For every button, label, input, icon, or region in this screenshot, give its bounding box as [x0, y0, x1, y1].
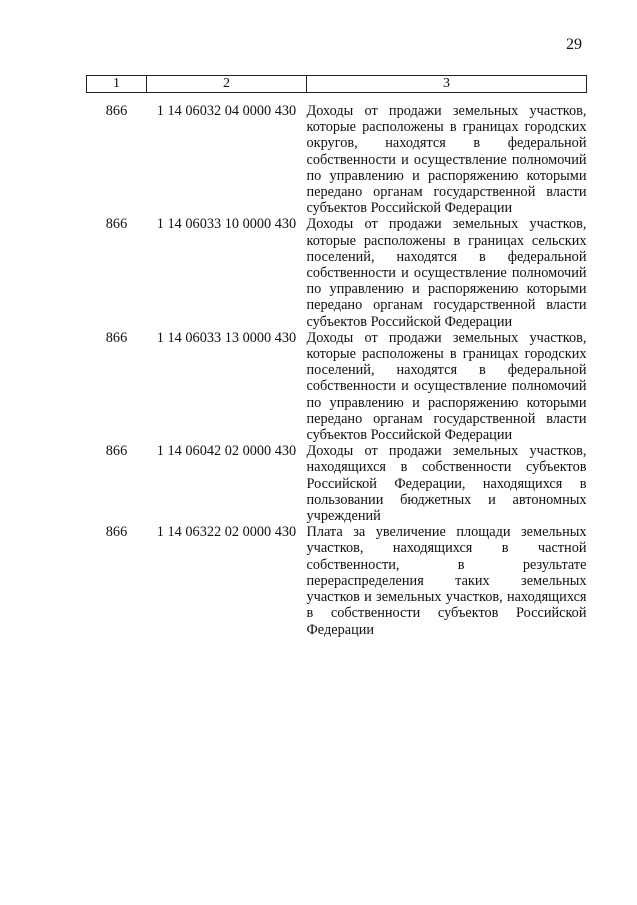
revenue-description: Доходы от продажи земельных участков, которые расположены в границах городских округов, находятся в федеральной собственности и осуществление полномочий по управлению и распоряжению которыми передано органам государственной власти субъектов Российской Федерации: [306, 103, 587, 217]
agency-code: 866: [105, 524, 128, 541]
table-header-row: [87, 76, 587, 93]
header-col-3: 3: [307, 76, 587, 93]
revenue-description: Доходы от продажи земельных участков, которые расположены в границах сельских поселений, находятся в федеральной собственности и осуществление полномочий по управлению и распоряжению которыми передано органам государственной власти субъектов Российской Федерации: [306, 216, 587, 330]
agency-code: 866: [105, 443, 128, 460]
budget-classification-code: 1 14 06032 04 0000 430: [156, 103, 297, 119]
agency-code: 866: [105, 329, 128, 346]
header-col-1: 1: [87, 76, 147, 93]
budget-classification-code: 1 14 06033 10 0000 430: [156, 216, 297, 233]
revenue-description: Доходы от продажи земельных участков, которые расположены в границах городских поселений, находятся в федеральной собственности и осуществление полномочий по управлению и распоряжению которыми передано органам государственной власти субъектов Российской Федерации: [306, 329, 587, 444]
revenue-codes-table: [86, 75, 587, 638]
table-row: [87, 330, 587, 443]
revenue-description: Плата за увеличение площади земельных участков, находящихся в частной собственности, в результате перераспределения таких земельных участков и земельных участков, находящихся в собственности субъектов Российской Федерации: [306, 524, 587, 638]
table-row: [87, 443, 587, 524]
header-col-2: 2: [147, 76, 307, 93]
page-number: 29: [566, 36, 582, 53]
agency-code: 866: [105, 103, 128, 119]
table-row: [87, 216, 587, 329]
budget-classification-code: 1 14 06042 02 0000 430: [156, 443, 297, 460]
budget-classification-code: 1 14 06033 13 0000 430: [156, 329, 297, 346]
table-row: [87, 524, 587, 637]
agency-code: 866: [105, 216, 128, 233]
table-row: [87, 103, 587, 216]
budget-classification-code: 1 14 06322 02 0000 430: [156, 524, 297, 541]
revenue-description: Доходы от продажи земельных участков, находящихся в собственности субъектов Российской Федерации, находящихся в пользовании бюджетных и автономных учреждений: [306, 443, 587, 525]
